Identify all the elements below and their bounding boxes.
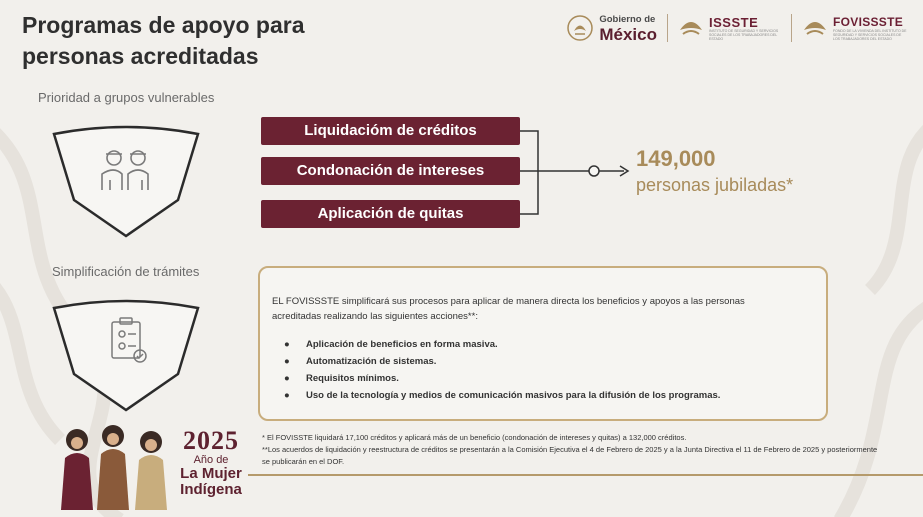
bullet-icon: ●	[284, 356, 290, 367]
list-item: ● Automatización de sistemas.	[284, 353, 804, 370]
section-label-vulnerable: Prioridad a grupos vulnerables	[38, 90, 215, 105]
gobierno-big-text: México	[599, 25, 657, 44]
checklist-shield	[50, 298, 202, 414]
year-line-2: La Mujer	[180, 465, 242, 482]
year-sub: Año de	[193, 454, 229, 466]
year-number: 2025	[183, 426, 239, 455]
list-item: ● Uso de la tecnología y medios de comunicación masivos para la difusión de los programas.	[284, 387, 804, 404]
bullet-icon: ●	[284, 390, 290, 401]
fovissste-text: FOVISSSTE	[833, 14, 904, 29]
pill-liquidacion: Liquidacióm de créditos	[261, 117, 520, 145]
beneficiaries-text: personas jubiladas*	[636, 175, 794, 195]
bottom-divider	[248, 474, 923, 476]
footnote-1: * El FOVISSTE liquidará 17,100 créditos y aplicará más de un beneficio (condonación de intereses y quitas) a 132,000 créditos.	[262, 433, 687, 442]
simplification-actions-list	[284, 336, 804, 404]
issste-tagline: INSTITUTO DE SEGURIDAD Y SERVICIOS SOCIALES DE LOS TRABAJADORES DEL ESTADO	[709, 28, 779, 41]
pill-condonacion: Condonación de intereses	[261, 157, 520, 185]
year-line-3: Indígena	[180, 481, 242, 498]
indigenous-women-illustration	[55, 418, 173, 510]
simplification-box	[258, 266, 828, 421]
title-line-1: Programas de apoyo para	[22, 12, 305, 38]
beneficiaries-number: 149,000	[636, 146, 716, 171]
list-item: ● Requisitos mínimos.	[284, 370, 804, 387]
title-line-2: personas acreditadas	[22, 43, 259, 69]
issste-text: ISSSTE	[709, 14, 759, 30]
footnotes	[262, 432, 882, 468]
section-label-simplificacion: Simplificación de trámites	[52, 264, 200, 279]
simplification-intro: EL FOVISSSTE simplificará sus procesos para aplicar de manera directa los beneficios y apoyos a las personas acreditadas realizando las siguientes acciones**:	[272, 296, 745, 322]
gobierno-small-text: Gobierno de	[599, 14, 656, 25]
year-badge	[175, 428, 247, 498]
footnote-2: **Los acuerdos de liquidación y reestructura de créditos se presentarán a la Comisión Ejecutiva el 4 de Febrero de 2025 y a la Junta Directiva el 11 de Febrero de 2025 y posteriormente se publicarán en el DOF.	[262, 445, 878, 466]
fovissste-tagline: FONDO DE LA VIVIENDA DEL INSTITUTO DE SEGURIDAD Y SERVICIOS SOCIALES DE LOS TRABAJADORES DEL ESTADO	[833, 28, 907, 41]
bullet-icon: ●	[284, 373, 290, 384]
list-item: ● Aplicación de beneficios en forma masiva.	[284, 336, 804, 353]
bullet-icon: ●	[284, 339, 290, 350]
pill-quitas: Aplicación de quitas	[261, 200, 520, 228]
